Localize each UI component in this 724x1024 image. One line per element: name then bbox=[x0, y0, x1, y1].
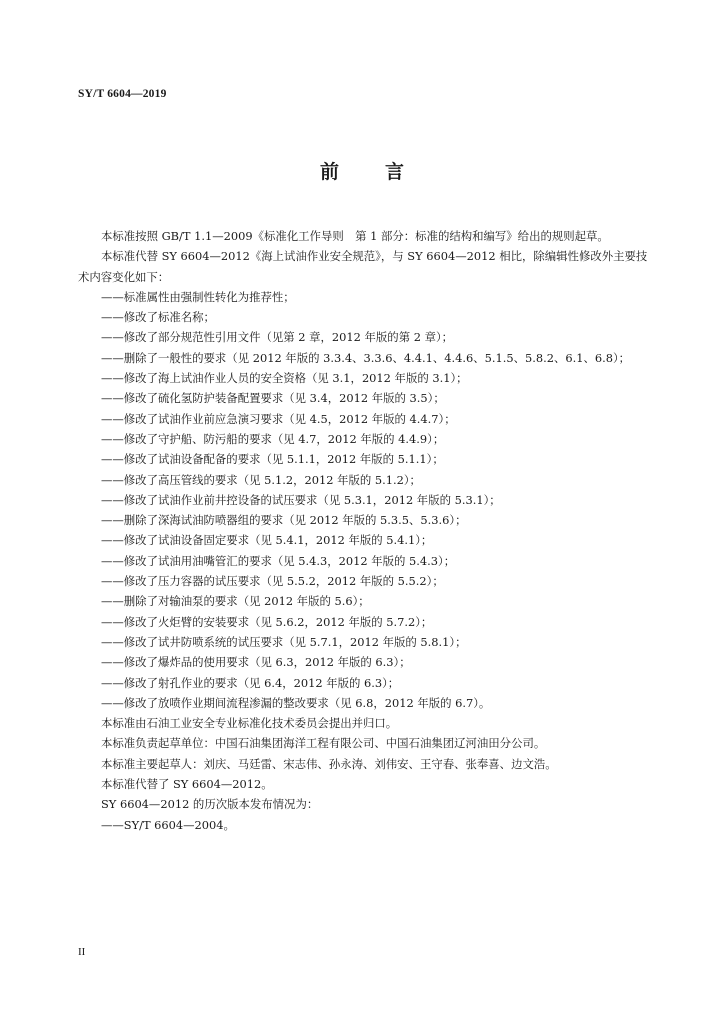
closing-paragraph: 本标准主要起草人：刘庆、马廷雷、宋志伟、孙永涛、刘伟安、王守春、张奉喜、边文浩。 bbox=[101, 756, 557, 771]
title-char-1: 前 bbox=[319, 161, 339, 183]
change-item: ——标准属性由强制性转化为推荐性； bbox=[101, 289, 295, 304]
change-item: ——修改了试油设备配备的要求（见 5.1.1，2012 年版的 5.1.1）； bbox=[101, 452, 444, 467]
change-item: ——修改了试井防喷系统的试压要求（见 5.7.1，2012 年版的 5.8.1）； bbox=[101, 634, 467, 649]
change-item: ——删除了一般性的要求（见 2012 年版的 3.3.4、3.3.6、4.4.1、4.4.6、5.1.5、5.8.2、6.1、6.8）； bbox=[101, 350, 631, 365]
page-title bbox=[0, 157, 724, 184]
change-item: ——修改了试油作业前井控设备的试压要求（见 5.3.1，2012 年版的 5.3.1）； bbox=[101, 492, 501, 507]
change-item: ——修改了压力容器的试压要求（见 5.5.2，2012 年版的 5.5.2）； bbox=[101, 574, 444, 589]
change-item: ——删除了深海试油防喷器组的要求（见 2012 年版的 5.3.5、5.3.6）； bbox=[101, 513, 467, 528]
change-item: ——删除了对输油泵的要求（见 2012 年版的 5.6）； bbox=[101, 594, 370, 609]
change-item: ——修改了守护船、防污船的要求（见 4.7，2012 年版的 4.4.9）； bbox=[101, 431, 445, 446]
title-char-2: 言 bbox=[385, 161, 405, 183]
intro-paragraph: 本标准按照 GB/T 1.1—2009《标准化工作导则 第 1 部分：标准的结构和编写》给出的规则起草。 bbox=[101, 229, 609, 243]
page-number: II bbox=[78, 946, 86, 958]
change-item: ——修改了标准名称； bbox=[101, 310, 215, 325]
change-item: ——修改了射孔作业的要求（见 6.4，2012 年版的 6.3）； bbox=[101, 675, 400, 690]
change-item: ——修改了试油用油嘴管汇的要求（见 5.4.3，2012 年版的 5.4.3）； bbox=[101, 553, 456, 568]
change-item: ——修改了海上试油作业人员的安全资格（见 3.1，2012 年版的 3.1）； bbox=[101, 371, 468, 386]
closing-paragraph: 本标准负责起草单位：中国石油集团海洋工程有限公司、中国石油集团辽河油田分公司。 bbox=[101, 736, 546, 751]
history-item: ——SY/T 6604—2004。 bbox=[101, 817, 235, 832]
closing-paragraph: 本标准代替了 SY 6604—2012。 bbox=[101, 777, 273, 792]
change-item: ——修改了放喷作业期间流程渗漏的整改要求（见 6.8，2012 年版的 6.7）。 bbox=[101, 695, 491, 710]
closing-paragraph: 本标准由石油工业安全专业标准化技术委员会提出并归口。 bbox=[101, 716, 398, 731]
intro-paragraph: 本标准代替 SY 6604—2012《海上试油作业安全规范》，与 SY 6604—2012 相比，除编辑性修改外主要技术内容变化如下： bbox=[78, 249, 648, 284]
change-item: ——修改了硫化氢防护装备配置要求（见 3.4，2012 年版的 3.5）； bbox=[101, 391, 445, 406]
change-item: ——修改了爆炸品的使用要求（见 6.3，2012 年版的 6.3）； bbox=[101, 655, 411, 670]
change-item: ——修改了高压管线的要求（见 5.1.2，2012 年版的 5.1.2）； bbox=[101, 472, 421, 487]
change-item: ——修改了部分规范性引用文件（见第 2 章，2012 年版的第 2 章）； bbox=[101, 330, 454, 345]
closing-paragraph: SY 6604—2012 的历次版本发布情况为： bbox=[101, 797, 319, 812]
change-item: ——修改了试油设备固定要求（见 5.4.1，2012 年版的 5.4.1）； bbox=[101, 533, 433, 548]
foreword-body bbox=[78, 226, 658, 835]
change-item: ——修改了火炬臂的安装要求（见 5.6.2，2012 年版的 5.7.2）； bbox=[101, 614, 433, 629]
change-item: ——修改了试油作业前应急演习要求（见 4.5，2012 年版的 4.4.7）； bbox=[101, 411, 456, 426]
standard-code: SY/T 6604—2019 bbox=[78, 88, 167, 100]
